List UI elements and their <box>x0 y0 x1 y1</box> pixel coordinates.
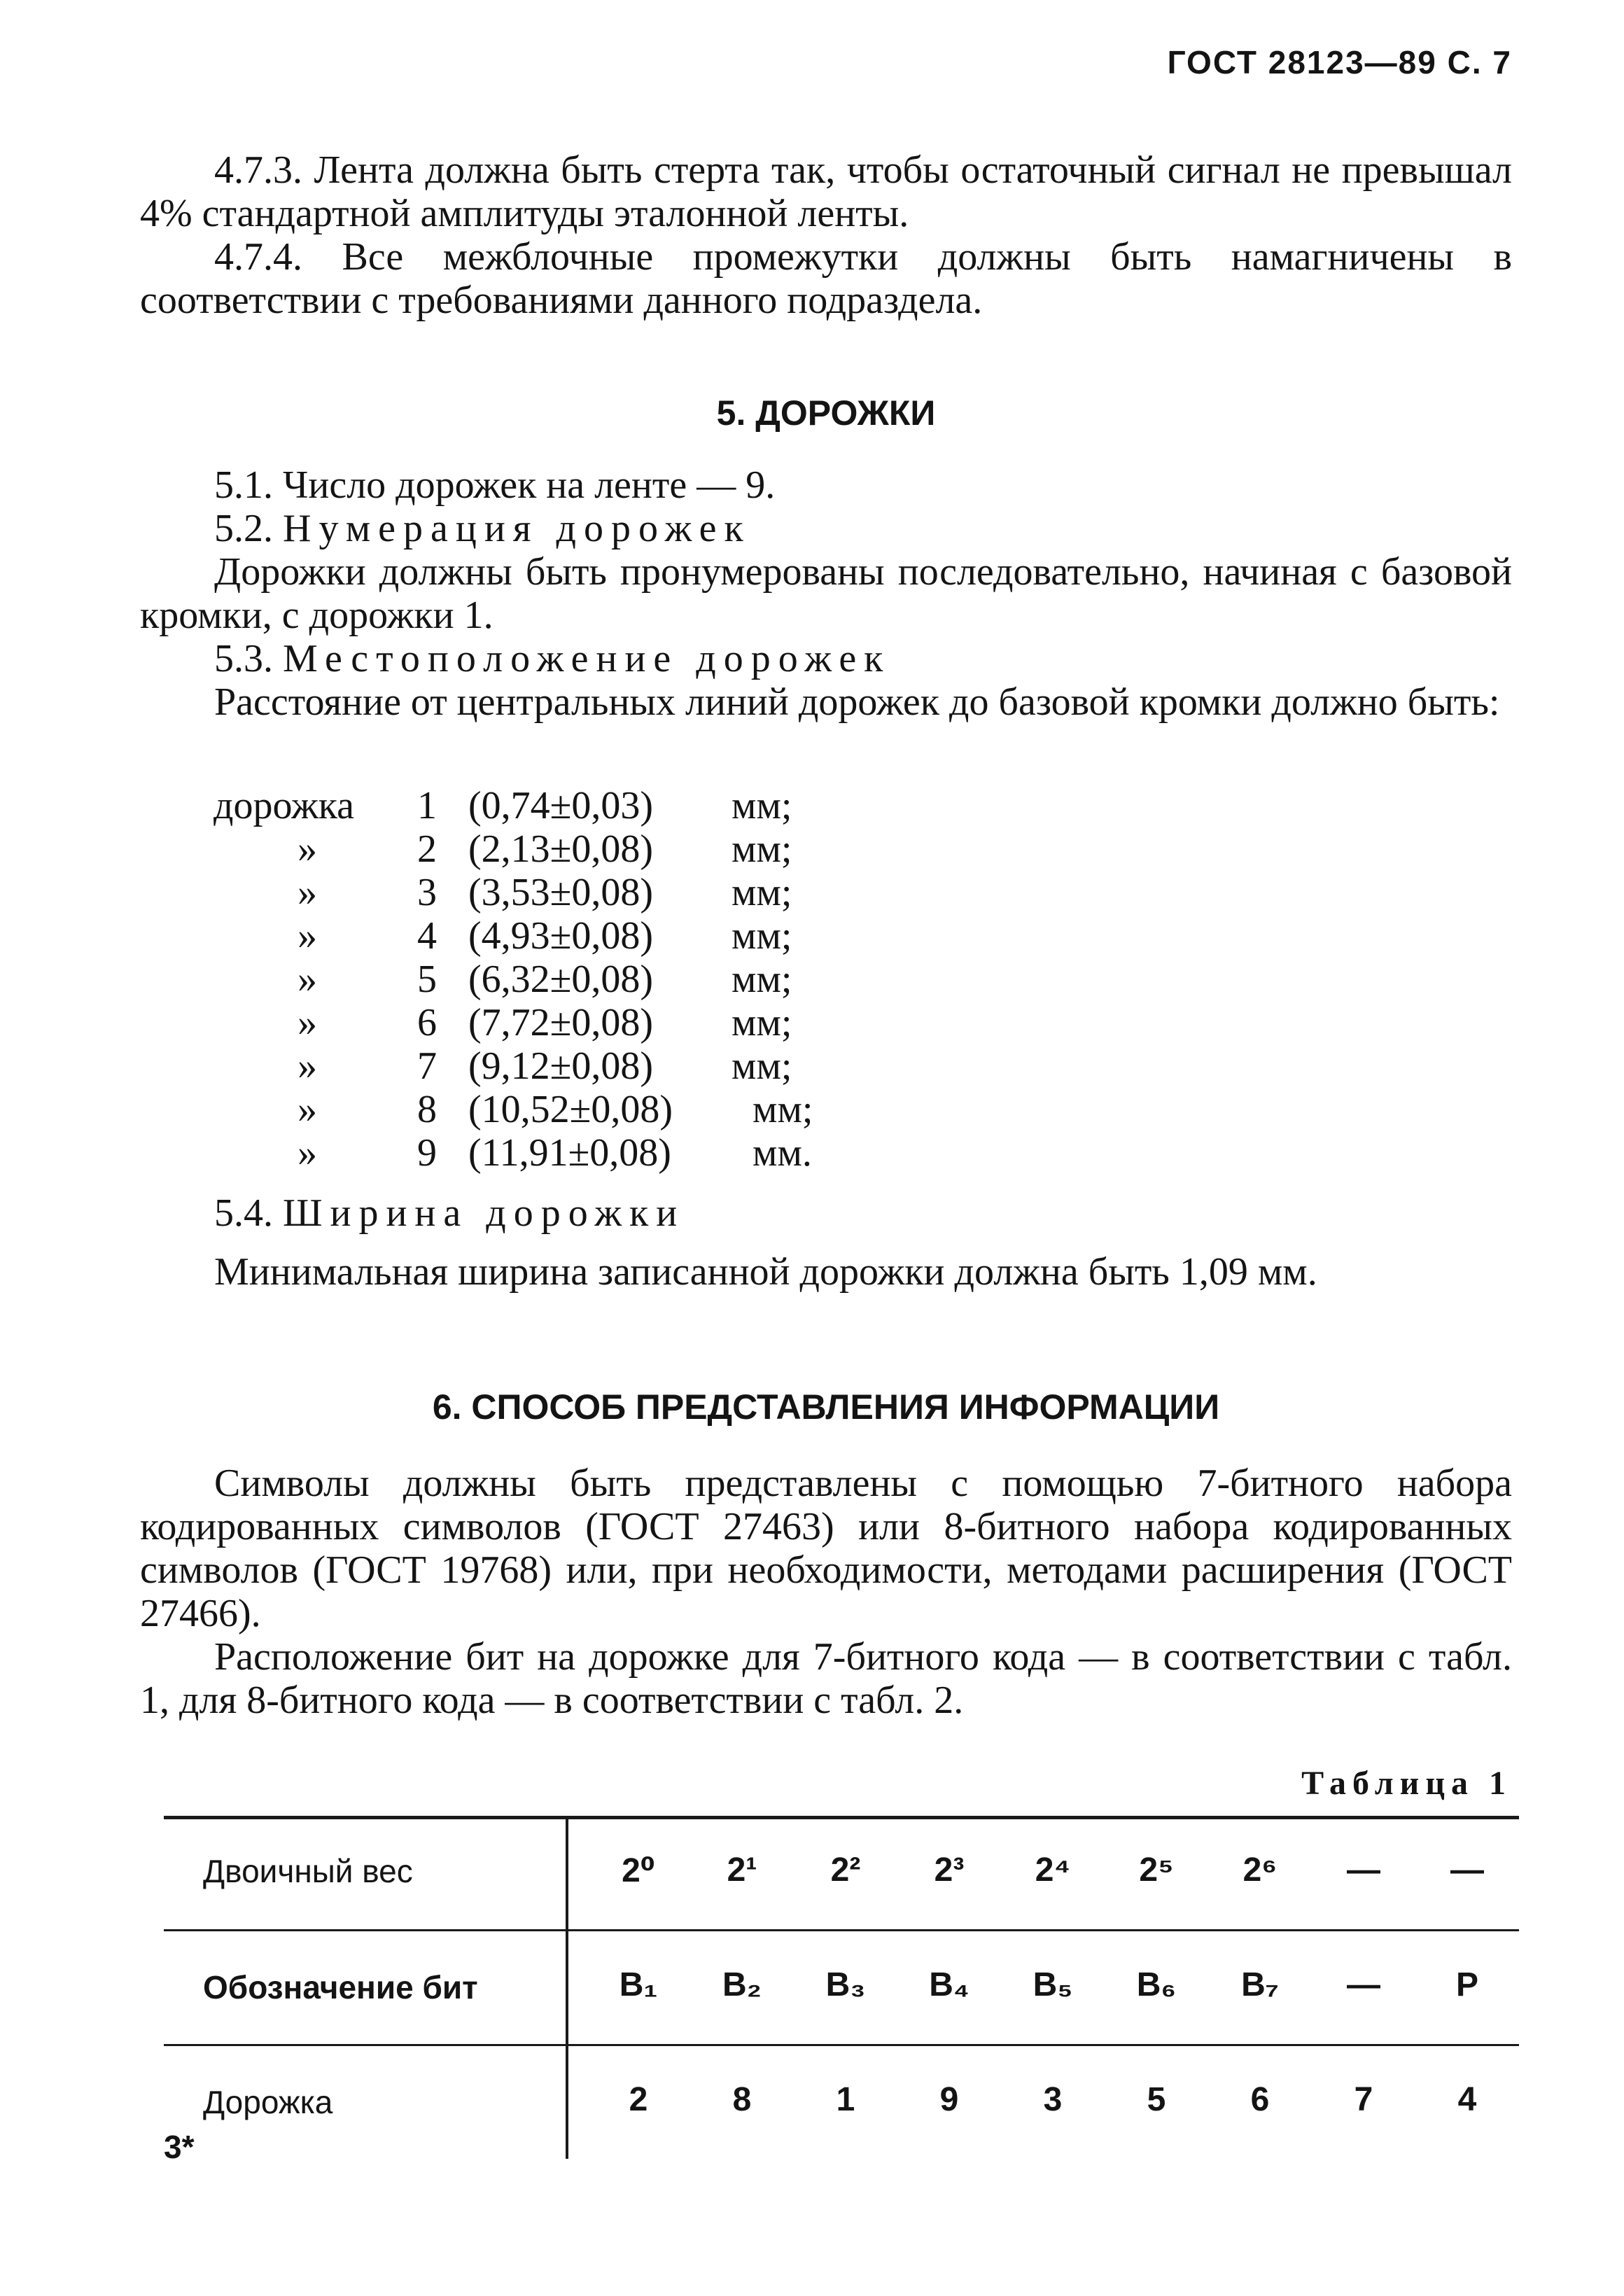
table-cell: B₂ <box>722 1966 762 2003</box>
track-distance: (10,52±0,08) <box>468 1088 673 1131</box>
track-distance: (4,93±0,08) <box>468 914 654 958</box>
track-unit: мм; <box>732 1001 792 1044</box>
subsection-title: Нумерация дорожек <box>283 507 751 550</box>
subsection-5-2-title <box>140 507 1512 550</box>
track-distance: (7,72±0,08) <box>468 1001 654 1044</box>
table-cell: 3 <box>1043 2081 1063 2118</box>
track-distance: (2,13±0,08) <box>468 827 654 871</box>
table-cell: B₅ <box>1032 1966 1073 2003</box>
table-row-divider <box>164 2044 1519 2046</box>
ditto-mark: » <box>298 914 317 958</box>
track-number: 1 <box>417 784 437 827</box>
table-cell: 1 <box>836 2081 855 2118</box>
signature-mark: 3* <box>164 2129 195 2165</box>
track-unit: мм; <box>732 1044 792 1088</box>
row-label: Дорожка <box>203 2084 333 2120</box>
section-5-heading: 5. ДОРОЖКИ <box>716 393 936 433</box>
table-cell: 2² <box>830 1851 861 1889</box>
table-cell: 2¹ <box>727 1851 757 1889</box>
ditto-mark: » <box>298 1088 317 1131</box>
paragraph-6-1: Символы должны быть представлены с помощью 7-битного набора кодированных символов (ГОСТ 27463) или 8-битного набора кодированных символов (ГОСТ 19768) или, при необходимости, методами расширения (ГОСТ 27466). <box>140 1462 1512 1635</box>
track-unit: мм; <box>732 827 792 871</box>
section-6-heading: 6. СПОСОБ ПРЕДСТАВЛЕНИЯ ИНФОРМАЦИИ <box>432 1387 1220 1427</box>
table-cell: 9 <box>939 2081 959 2118</box>
track-number: 6 <box>417 1001 437 1044</box>
ditto-mark: » <box>298 958 317 1001</box>
track-number: 8 <box>417 1088 437 1131</box>
ditto-mark: » <box>298 827 317 871</box>
table-cell: B₃ <box>825 1966 866 2003</box>
subsection-number: 5.4. <box>214 1191 273 1235</box>
table-cell: 2 <box>629 2081 648 2118</box>
track-unit: мм; <box>732 871 792 914</box>
paragraph-5-3: Расстояние от центральных линий дорожек до базовой кромки должно быть: <box>214 680 1500 724</box>
paragraph-4-7-3: 4.7.3. Лента должна быть стерта так, чтобы остаточный сигнал не превышал 4% стандартной амплитуды эталонной ленты. <box>140 148 1512 235</box>
track-number: 2 <box>417 827 437 871</box>
page-header: ГОСТ 28123—89 С. 7 <box>1167 44 1512 80</box>
table-cell: 2⁴ <box>1035 1851 1071 1889</box>
subsection-number: 5.3. <box>214 637 273 680</box>
paragraph-5-4: Минимальная ширина записанной дорожки должна быть 1,09 мм. <box>214 1250 1317 1294</box>
ditto-mark: » <box>298 871 317 914</box>
track-number: 7 <box>417 1044 437 1088</box>
table-cell: 8 <box>732 2081 752 2118</box>
paragraph-5-2: Дорожки должны быть пронумерованы последовательно, начиная с базовой кромки, с дорожки 1. <box>140 550 1512 637</box>
subsection-5-4-title <box>140 1191 1512 1235</box>
table-cell: — <box>1347 1966 1380 2003</box>
subsection-number: 5.2. <box>214 507 273 550</box>
track-unit: мм; <box>732 784 792 827</box>
table-cell: 6 <box>1250 2081 1270 2118</box>
row-label: Двоичный вес <box>203 1853 413 1889</box>
track-number: 9 <box>417 1131 437 1175</box>
table-cell: 2⁰ <box>622 1852 655 1889</box>
subsection-title: Местоположение дорожек <box>283 637 891 680</box>
table-1-title: Таблица 1 <box>1301 1765 1512 1802</box>
table-cell: 4 <box>1457 2081 1477 2118</box>
track-distance: (9,12±0,08) <box>468 1044 654 1088</box>
track-unit: мм; <box>752 1088 813 1131</box>
track-distance: (6,32±0,08) <box>468 958 654 1001</box>
table-cell: P <box>1455 1966 1478 2003</box>
paragraph-5-1: 5.1. Число дорожек на ленте — 9. <box>214 463 776 507</box>
track-label: дорожка <box>214 784 355 827</box>
table-cell: 2³ <box>934 1851 965 1889</box>
subsection-5-3-title <box>140 637 1512 680</box>
ditto-mark: » <box>298 1131 317 1175</box>
table-cell: 2⁶ <box>1242 1851 1278 1889</box>
track-number: 4 <box>417 914 437 958</box>
track-unit: мм; <box>732 958 792 1001</box>
table-cell: — <box>1450 1851 1484 1889</box>
table-cell: 5 <box>1147 2081 1166 2118</box>
table-1 <box>164 1816 1519 2159</box>
track-unit: мм; <box>732 914 792 958</box>
table-cell: — <box>1347 1851 1380 1889</box>
table-cell: B₆ <box>1136 1966 1177 2003</box>
track-distance: (0,74±0,03) <box>468 784 654 827</box>
table-cell: B₄ <box>929 1966 969 2003</box>
table-cell: B₇ <box>1241 1966 1279 2003</box>
track-unit: мм. <box>752 1131 812 1175</box>
table-top-rule <box>164 1816 1519 1819</box>
table-cell: 7 <box>1354 2081 1373 2118</box>
table-cell: 2⁵ <box>1139 1851 1174 1889</box>
ditto-mark: » <box>298 1001 317 1044</box>
paragraph-4-7-4: 4.7.4. Все межблочные промежутки должны быть намагничены в соответствии с требованиями данного подраздела. <box>140 235 1512 322</box>
ditto-mark: » <box>298 1044 317 1088</box>
table-column-divider <box>566 1816 568 2159</box>
row-label: Обозначение бит <box>203 1969 478 2005</box>
track-number: 5 <box>417 958 437 1001</box>
track-number: 3 <box>417 871 437 914</box>
table-row-divider <box>164 1929 1519 1931</box>
track-distance: (11,91±0,08) <box>468 1131 671 1175</box>
paragraph-6-2: Расположение бит на дорожке для 7-битного кода — в соответствии с табл. 1, для 8-битного кода — в соответствии с табл. 2. <box>140 1635 1512 1722</box>
track-distance: (3,53±0,08) <box>468 871 654 914</box>
table-cell: B₁ <box>619 1966 658 2003</box>
subsection-title: Ширина дорожки <box>283 1191 685 1235</box>
